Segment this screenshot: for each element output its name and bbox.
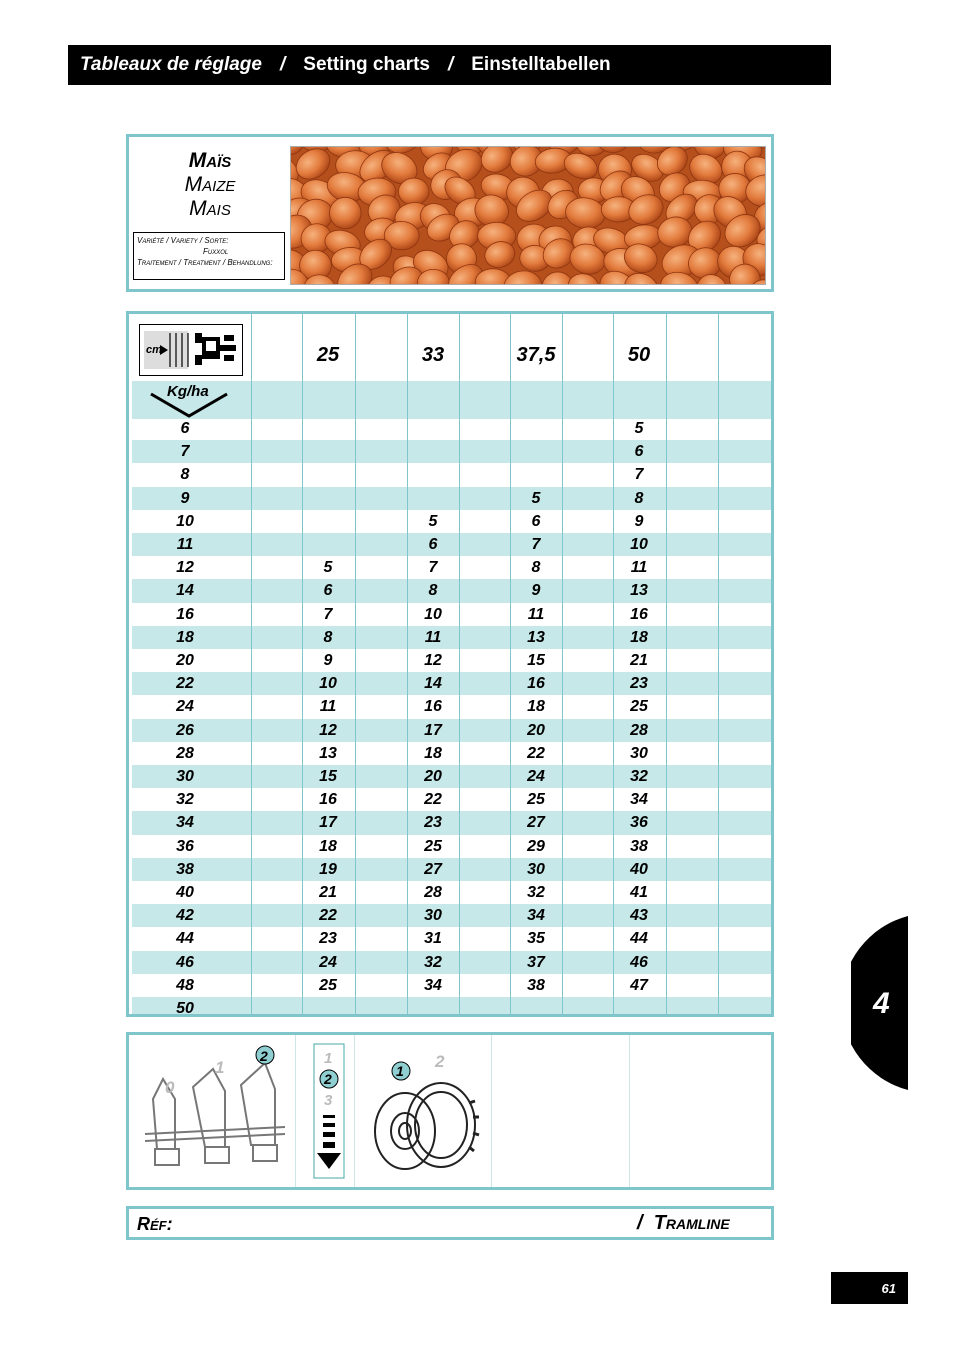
table-cell: 17 — [319, 814, 337, 832]
column-header-width: 33 — [421, 344, 445, 366]
crop-names — [129, 149, 291, 221]
seed-drill-width-icon — [139, 324, 243, 376]
table-cell: 15 — [527, 652, 545, 669]
reference-bar — [126, 1206, 774, 1240]
table-cell: 18 — [527, 698, 545, 716]
variety-label: Variété / Variety / Sorte: — [137, 236, 229, 245]
table-cell: 13 — [527, 628, 545, 646]
table-cell: 35 — [527, 930, 545, 948]
ref-separator: / — [637, 1212, 643, 1234]
table-cell: 5 — [634, 420, 644, 437]
table-cell: 16 — [527, 675, 545, 693]
column-header-width: 37,5 — [516, 344, 556, 366]
table-cell: 12 — [424, 652, 442, 669]
row-label-kgha: 18 — [176, 628, 194, 646]
table-cell: 25 — [527, 791, 545, 809]
table-cell: 43 — [630, 907, 648, 925]
table-cell: 10 — [630, 536, 648, 553]
row-label-kgha: 28 — [176, 744, 194, 762]
lever-position-1: 1 — [215, 1058, 225, 1077]
table-cell: 38 — [527, 976, 545, 994]
row-label-kgha: 44 — [176, 930, 194, 948]
table-cell: 7 — [531, 536, 541, 553]
row-label-kgha: 36 — [176, 837, 194, 855]
column-divider — [251, 314, 252, 1014]
table-cell: 18 — [319, 837, 337, 855]
table-cell: 30 — [424, 907, 442, 925]
table-cell: 30 — [527, 860, 545, 878]
table-cell: 30 — [630, 744, 648, 762]
table-cell: 6 — [428, 536, 438, 553]
table-cell: 13 — [319, 744, 337, 762]
row-label-kgha: 6 — [180, 420, 190, 437]
treatment-label: Traitement / Treatment / Behandlung: — [137, 258, 273, 267]
table-cell: 18 — [424, 744, 442, 762]
table-cell: 7 — [634, 466, 644, 484]
column-divider — [718, 314, 719, 1014]
header-title-de: Einstelltabellen — [471, 54, 611, 75]
table-cell: 20 — [527, 721, 545, 739]
table-cell: 19 — [319, 860, 337, 878]
table-cell: 5 — [531, 489, 541, 507]
table-cell: 38 — [630, 837, 648, 855]
table-cell: 32 — [424, 953, 442, 971]
crop-name-fr: Maïs — [188, 149, 232, 172]
ref-label: Réf: — [137, 1214, 173, 1234]
row-label-kgha: 8 — [180, 466, 190, 484]
row-label-kgha: 11 — [176, 536, 194, 553]
table-cell: 6 — [323, 582, 333, 600]
row-label-kgha: 46 — [176, 953, 194, 971]
header-separator-2: / — [447, 54, 454, 75]
table-cell: 17 — [424, 721, 442, 739]
table-cell: 25 — [319, 976, 337, 994]
lever-position-selected: 2 — [260, 1048, 268, 1064]
row-band — [132, 997, 774, 1017]
table-cell: 11 — [527, 605, 545, 623]
header-title-fr: Tableaux de réglage — [80, 54, 262, 75]
table-cell: 8 — [428, 582, 438, 600]
row-label-kgha: 50 — [176, 1000, 194, 1017]
crop-name-en: Maize — [184, 173, 236, 196]
row-label-kgha: 26 — [176, 721, 194, 739]
table-cell: 16 — [630, 605, 648, 623]
table-cell: 23 — [424, 814, 442, 832]
kgha-indicator — [149, 380, 229, 420]
column-divider — [666, 314, 667, 1014]
row-label-kgha: 9 — [180, 489, 190, 507]
row-label-kgha: 24 — [176, 698, 194, 716]
table-cell: 24 — [319, 953, 337, 971]
table-cell: 11 — [319, 698, 337, 716]
header-title-en: Setting charts — [303, 54, 430, 75]
page-number-text: 61 — [881, 1280, 896, 1296]
crop-panel — [126, 134, 774, 292]
maize-grain-photo — [290, 146, 766, 285]
row-label-kgha: 20 — [176, 652, 194, 669]
variety-value: Fuxxol — [203, 247, 229, 256]
row-band — [132, 487, 774, 510]
table-cell: 31 — [424, 930, 442, 948]
row-label-kgha: 42 — [176, 907, 194, 925]
adjustment-illustrations — [126, 1032, 774, 1190]
table-cell: 12 — [319, 721, 337, 739]
table-cell: 47 — [630, 976, 648, 994]
table-cell: 23 — [630, 675, 648, 693]
chapter-number: 4 — [873, 987, 890, 1020]
depth-gauge-illustration — [313, 1043, 347, 1181]
table-cell: 9 — [323, 652, 333, 669]
table-cell: 27 — [527, 814, 545, 832]
table-cell: 22 — [527, 744, 545, 762]
table-cell: 7 — [323, 605, 333, 623]
tramline-label — [637, 1212, 730, 1235]
row-label-kgha: 38 — [176, 860, 194, 878]
column-divider — [562, 314, 563, 1014]
row-label-kgha: 22 — [176, 675, 194, 693]
table-cell: 6 — [634, 443, 644, 461]
table-cell: 11 — [424, 628, 442, 646]
table-cell: 25 — [424, 837, 442, 855]
row-label-kgha: 48 — [176, 976, 194, 994]
table-cell: 21 — [319, 884, 337, 901]
table-cell: 32 — [630, 768, 648, 785]
table-cell: 5 — [323, 559, 333, 577]
variety-box — [133, 232, 285, 280]
table-cell: 40 — [630, 860, 648, 878]
table-cell: 22 — [319, 907, 337, 925]
page-header — [68, 45, 831, 85]
metering-lever-illustration — [135, 1039, 295, 1187]
lever-position-0: 0 — [165, 1078, 175, 1097]
gear-option-selected: 1 — [396, 1063, 404, 1079]
column-header-width: 25 — [316, 344, 340, 366]
maize-grain-image — [291, 147, 765, 284]
table-cell: 21 — [630, 652, 648, 669]
column-divider — [355, 314, 356, 1014]
table-cell: 22 — [424, 791, 442, 809]
table-cell: 10 — [319, 675, 337, 693]
table-cell: 7 — [428, 559, 438, 577]
gauge-step-1: 1 — [324, 1050, 333, 1067]
row-label-kgha: 12 — [176, 559, 194, 577]
row-label-kgha: 7 — [180, 443, 190, 461]
row-label-kgha: 30 — [176, 768, 194, 785]
table-cell: 27 — [424, 860, 442, 878]
table-cell: 32 — [527, 884, 545, 901]
table-cell: 24 — [527, 768, 545, 785]
table-cell: 28 — [424, 884, 442, 901]
table-cell: 13 — [630, 582, 648, 600]
row-label-kgha: 16 — [176, 605, 194, 623]
table-cell: 9 — [634, 512, 644, 530]
column-divider — [459, 314, 460, 1014]
table-cell: 34 — [630, 791, 648, 809]
table-cell: 29 — [527, 837, 545, 855]
column-header-width: 50 — [627, 344, 651, 366]
row-band — [132, 440, 774, 463]
table-cell: 36 — [630, 814, 648, 832]
gauge-step-3: 3 — [324, 1092, 333, 1109]
table-cell: 34 — [424, 976, 442, 994]
table-cell: 8 — [323, 628, 333, 646]
row-label-kgha: 40 — [176, 884, 194, 901]
table-cell: 8 — [531, 559, 541, 577]
table-cell: 44 — [630, 930, 648, 948]
unit-kgha: Kg/ha — [167, 383, 209, 400]
table-cell: 10 — [424, 605, 442, 623]
gear-option-2: 2 — [435, 1052, 445, 1071]
table-cell: 15 — [319, 768, 337, 785]
crop-name-de: Mais — [189, 197, 231, 220]
table-cell: 14 — [424, 675, 442, 693]
row-label-kgha: 10 — [176, 512, 194, 530]
table-cell: 18 — [630, 628, 648, 646]
header-separator: / — [279, 54, 286, 75]
table-cell: 11 — [630, 559, 648, 577]
tramline-text: Tramline — [653, 1212, 730, 1234]
page-number — [831, 1272, 908, 1304]
chapter-tab — [851, 916, 908, 1090]
table-cell: 16 — [319, 791, 337, 809]
table-cell: 23 — [319, 930, 337, 948]
table-cell: 5 — [428, 512, 438, 530]
table-cell: 46 — [630, 953, 648, 971]
gauge-step-selected: 2 — [324, 1071, 332, 1087]
table-cell: 34 — [527, 907, 545, 925]
setting-chart-table — [126, 311, 774, 1017]
table-cell: 28 — [630, 721, 648, 739]
unit-cm: cm — [146, 344, 162, 356]
table-cell: 8 — [634, 489, 644, 507]
table-cell: 25 — [630, 698, 648, 716]
table-cell: 9 — [531, 582, 541, 600]
row-label-kgha: 34 — [176, 814, 194, 832]
table-cell: 41 — [630, 884, 648, 901]
row-label-kgha: 14 — [176, 582, 194, 600]
table-cell: 6 — [531, 512, 541, 530]
table-cell: 37 — [527, 953, 545, 971]
table-cell: 20 — [424, 768, 442, 785]
gearbox-sprocket-illustration — [361, 1043, 489, 1183]
table-cell: 16 — [424, 698, 442, 716]
row-label-kgha: 32 — [176, 791, 194, 809]
